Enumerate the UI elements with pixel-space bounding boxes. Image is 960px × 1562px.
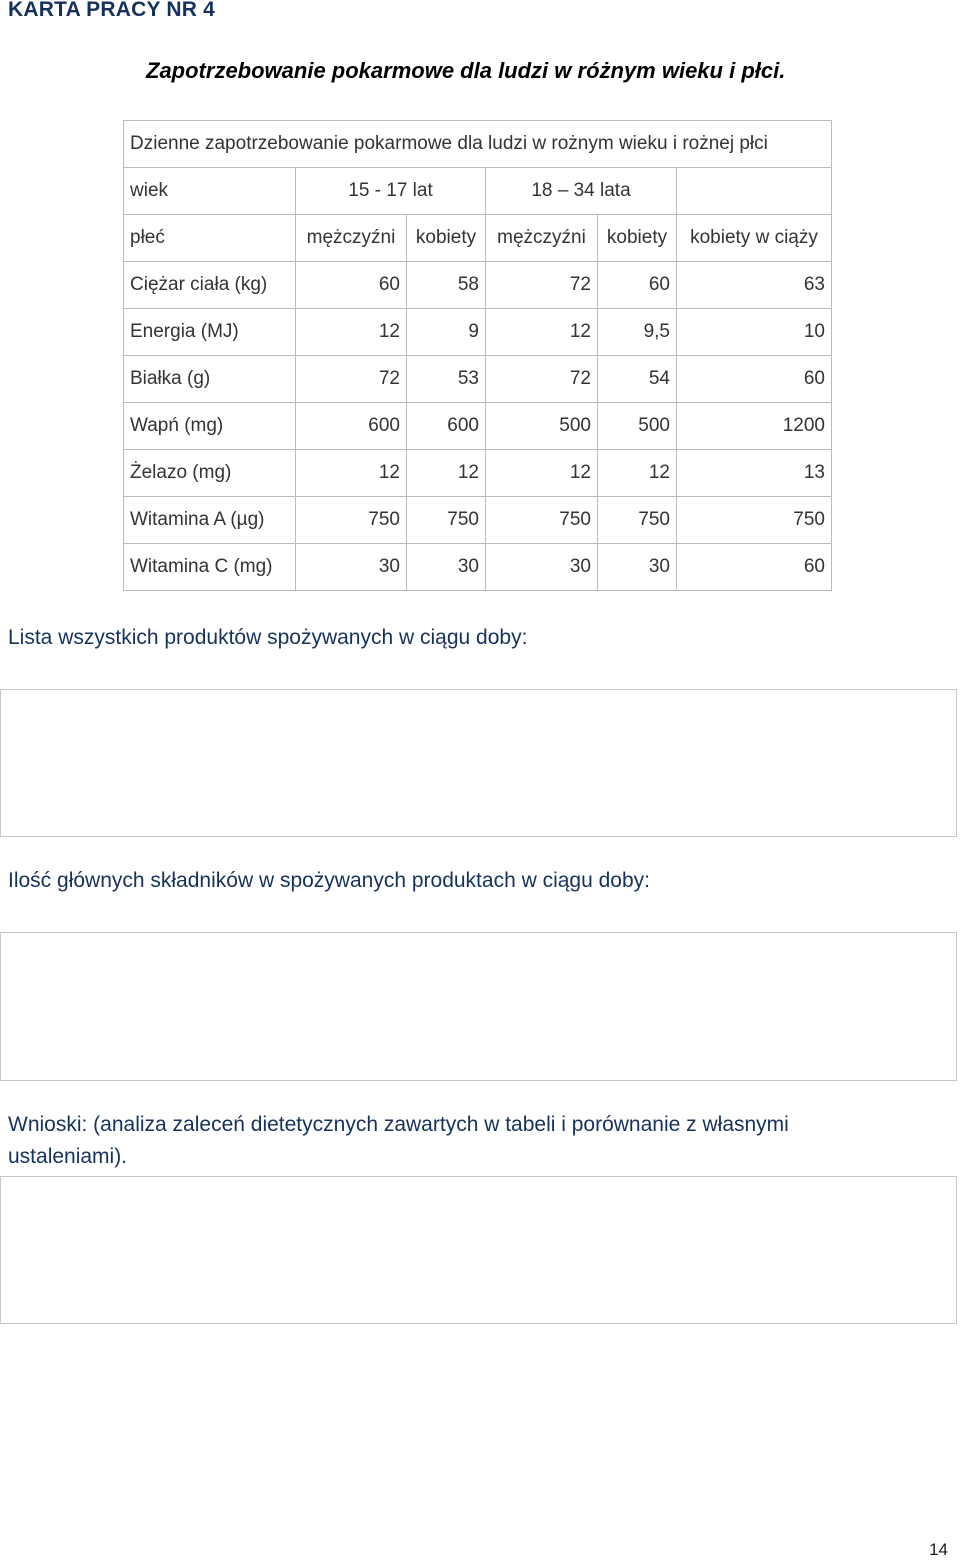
table-cell: 72 (486, 262, 598, 309)
age-group-15-17: 15 - 17 lat (296, 168, 486, 215)
table-cell: 10 (677, 309, 832, 356)
table-cell: 58 (407, 262, 486, 309)
row-label: Ciężar ciała (kg) (124, 262, 296, 309)
sex-col-header: kobiety (407, 215, 486, 262)
age-row-label: wiek (124, 168, 296, 215)
sex-col-header: kobiety w ciąży (677, 215, 832, 262)
table-cell: 30 (296, 544, 407, 591)
age-row (124, 168, 832, 215)
age-group-18-34: 18 – 34 lata (486, 168, 677, 215)
table-cell: 60 (296, 262, 407, 309)
table-cell: 500 (598, 403, 677, 450)
row-label: Witamina A (µg) (124, 497, 296, 544)
row-label: Energia (MJ) (124, 309, 296, 356)
table-row (124, 309, 832, 356)
table-row (124, 544, 832, 591)
row-label: Witamina C (mg) (124, 544, 296, 591)
table-cell: 12 (407, 450, 486, 497)
table-cell: 54 (598, 356, 677, 403)
table-cell: 750 (407, 497, 486, 544)
table-cell: 750 (598, 497, 677, 544)
table-cell: 12 (486, 450, 598, 497)
table-cell: 60 (677, 544, 832, 591)
table-cell: 750 (677, 497, 832, 544)
table-cell: 53 (407, 356, 486, 403)
sex-row-label: płeć (124, 215, 296, 262)
table-cell: 12 (598, 450, 677, 497)
table-cell: 500 (486, 403, 598, 450)
table-cell: 1200 (677, 403, 832, 450)
ingredients-section-label: Ilość głównych składników w spożywanych produktach w ciągu doby: (8, 869, 650, 892)
table-cell: 750 (296, 497, 407, 544)
table-cell: 63 (677, 262, 832, 309)
table-cell: 72 (296, 356, 407, 403)
table-cell: 12 (296, 450, 407, 497)
nutrition-table (123, 120, 832, 591)
products-answer-box[interactable] (0, 689, 957, 837)
table-caption-row (124, 121, 832, 168)
table-cell: 60 (598, 262, 677, 309)
table-cell: 72 (486, 356, 598, 403)
page-number: 14 (929, 1540, 948, 1559)
table-cell: 12 (296, 309, 407, 356)
row-label: Żelazo (mg) (124, 450, 296, 497)
conclusions-section-label: Wnioski: (analiza zaleceń dietetycznych zawartych w tabeli i porównanie z własnymi ustaleniami). (8, 1113, 789, 1168)
table-cell: 12 (486, 309, 598, 356)
table-cell: 9 (407, 309, 486, 356)
table-cell: 60 (677, 356, 832, 403)
table-cell: 600 (296, 403, 407, 450)
table-cell: 600 (407, 403, 486, 450)
conclusions-answer-box[interactable] (0, 1176, 957, 1324)
table-caption: Dzienne zapotrzebowanie pokarmowe dla ludzi w rożnym wieku i rożnej płci (124, 121, 832, 168)
sex-col-header: mężczyźni (486, 215, 598, 262)
table-row (124, 450, 832, 497)
table-row (124, 356, 832, 403)
row-label: Białka (g) (124, 356, 296, 403)
sex-row (124, 215, 832, 262)
row-label: Wapń (mg) (124, 403, 296, 450)
table-cell: 9,5 (598, 309, 677, 356)
sex-col-header: mężczyźni (296, 215, 407, 262)
table-cell: 30 (598, 544, 677, 591)
worksheet-label: KARTA PRACY NR 4 (8, 0, 215, 21)
table-cell: 30 (486, 544, 598, 591)
table-cell: 750 (486, 497, 598, 544)
products-section-label: Lista wszystkich produktów spożywanych w ciągu doby: (8, 626, 528, 649)
table-row (124, 403, 832, 450)
table-cell: 30 (407, 544, 486, 591)
age-group-empty (677, 168, 832, 215)
table-cell: 13 (677, 450, 832, 497)
ingredients-answer-box[interactable] (0, 932, 957, 1081)
table-row (124, 262, 832, 309)
sex-col-header: kobiety (598, 215, 677, 262)
table-row (124, 497, 832, 544)
page-title: Zapotrzebowanie pokarmowe dla ludzi w różnym wieku i płci. (146, 58, 786, 83)
